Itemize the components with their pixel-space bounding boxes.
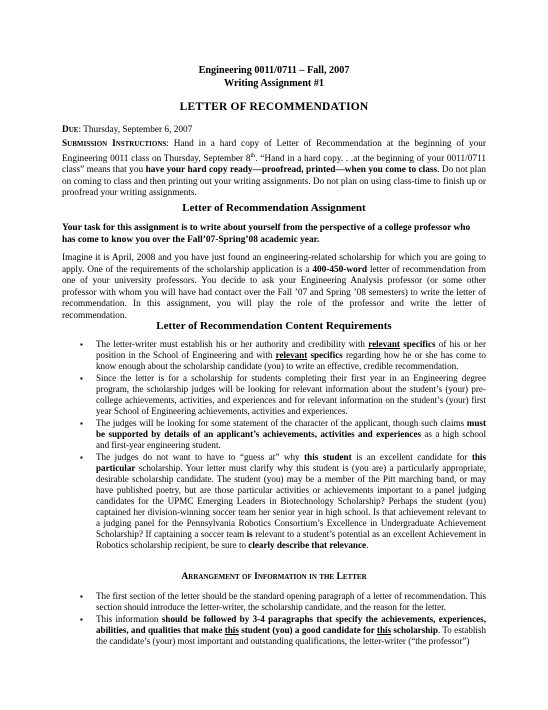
list-item (80, 418, 486, 451)
assignment-number: Writing Assignment #1 (224, 78, 324, 89)
bullet-icon: ▪ (80, 592, 83, 601)
due-text: : Thursday, September 6, 2007 (78, 125, 193, 135)
req3-text-1: The judges will be looking for some statement of the character of the applicant, though such claims (96, 418, 467, 428)
arrangement-list (80, 591, 487, 648)
submission-label: Submission Instructions (62, 139, 167, 149)
arr2-text-2: . To establish the candidate’s (your) most important and outstanding qualifications, the letter-writer (“the professor”) (96, 625, 487, 646)
assignment-heading: Letter of Recommendation Assignment (182, 202, 366, 214)
list-item (80, 591, 486, 613)
task-statement: Your task for this assignment is to write about yourself from the perspective of a college professor who has come to know you over the Fall’07-Spring’08 academic year. (62, 223, 471, 245)
bullet-icon: ▪ (80, 615, 83, 624)
due-label: Due (62, 125, 79, 135)
req1-specifics-1: specifics (403, 339, 436, 349)
course-header (62, 64, 486, 90)
bullet-icon: ▪ (80, 374, 83, 383)
arr1-text: The first section of the letter should be the standard opening paragraph of a letter of recommendation. This section should introduce the letter-writer, the scholarship candidate, and the reason for the letter. (96, 591, 486, 612)
scenario-text-1: Imagine it is April, 2008 and you have just found an engineering-related scholarship for which you are going to apply. One of the requirements of the scholarship application is a (62, 253, 486, 275)
arr2-text-1: This information (96, 614, 162, 624)
arr2-bold-3: scholarship (391, 625, 438, 635)
course-line: Engineering 0011/0711 – Fall, 2007 (198, 65, 350, 76)
req4-text-2: is an excellent candidate for (351, 452, 472, 462)
submission-text-1: : Hand in a hard copy of Letter of Recommendation at the beginning of your Engineering 0011 class on Thursday, September 8 (62, 139, 486, 164)
arrangement-heading: Arrangement of Information in the Letter (181, 571, 367, 582)
arr2-bold-1: should be followed by 3-4 paragraphs that specify the achievements, experiences, abilities, and qualities that make (96, 614, 486, 635)
list-item (80, 452, 486, 551)
submission-text-2: . “Hand in a hard copy. . .at the beginning of your 0011/0711 class” means that you (62, 153, 486, 176)
submission-instructions (62, 139, 486, 200)
req1-text-3: regarding how he or she has come to know enough about the scholarship candidate (you) to write an effective, credible recommendation. (96, 350, 486, 371)
requirements-heading: Letter of Recommendation Content Requirements (156, 320, 392, 332)
req1-relevant-2: relevant (275, 350, 308, 360)
due-date (62, 125, 486, 137)
req2-text: Since the letter is for a scholarship for students completing their first year in an Engineering degree program, the scholarship judges will be looking for relevant information about the student’s (your) pre-college achievements, activities, and experiences and for relevant information on the student’s (your) first year School of Engineering achievements, activities and experiences. (96, 373, 486, 416)
ordinal-suffix: th (250, 152, 256, 159)
req1-text-1: The letter-writer must establish his or her authority and credibility with (96, 339, 369, 349)
req4-text-3: scholarship. Your letter must clarify why this student is (you are) a particularly appropriate, desirable scholarship candidate. The student (you) may be a member of the Pitt marching band, or may have published poetry, but are those particular activities or achievements important to a panel judging candidates for the UPMC Emerging Leaders in Biotechnology Scholarship? Perhaps the student (you) captained her division-winning soccer team her senior year in high school. Is that achievement relevant to a judging panel for the Pennsylvania Robotics Consortium’s Excellence in Undergraduate Achievement Scholarship? If captaining a soccer team (96, 463, 486, 539)
req4-text-4: relevant to a student’s potential as an excellent Achievement in Robotics scholarship recipient, be sure to (96, 529, 486, 550)
submission-emphasis: have your hard copy ready—proofread, printed—when you come to class (145, 165, 438, 176)
list-item (80, 614, 487, 647)
word-count: 400-450-word (312, 264, 368, 275)
page-title: LETTER OF RECOMMENDATION (179, 101, 369, 113)
list-item (80, 373, 486, 417)
scenario-paragraph (62, 253, 486, 322)
req4-bold-3: is (246, 529, 253, 539)
req4-text-5: . (366, 540, 369, 550)
scenario-text-2: letter of recommendation from one of your university professors. You decide to ask your Engineering Analysis professor (or some other professor with whom you will have had contact over the Fall ’07 and Spring ’08 semesters) to write the letter of recommendation. In this assignment, you will play the role of the professor and write the letter of recommendation. (62, 264, 486, 321)
bullet-icon: ▪ (80, 419, 83, 428)
arr2-bold-2: student (you) a good candidate for (238, 625, 377, 635)
req3-emphasis: must be supported by details of an applicant’s achievements, activities and experiences (96, 418, 486, 439)
req4-text-1: The judges do not want to have to “guess at” why (96, 452, 305, 462)
req1-text-2: of his or her position in the School of Engineering and with (96, 339, 486, 360)
bullet-icon: ▪ (80, 340, 83, 349)
req1-relevant-1: relevant (368, 339, 400, 349)
req4-bold-1: this student (304, 452, 352, 462)
req1-specifics-2: specifics (310, 350, 343, 360)
req3-text-2: as a high school and first-year engineering student. (96, 429, 486, 450)
list-item (80, 339, 486, 372)
req4-bold-4: clearly describe that relevance (248, 540, 367, 550)
req4-bold-2: this particular (96, 452, 486, 473)
arr2-this-1: this (224, 625, 239, 635)
submission-text-3: . Do not plan on coming to class and then printing out your writing assignments. Do not plan on using class-time to finish up or proofread your writing assignments. (62, 165, 487, 199)
bullet-icon: ▪ (80, 453, 83, 462)
arr2-this-2: this (376, 625, 392, 635)
requirements-list (80, 339, 486, 552)
